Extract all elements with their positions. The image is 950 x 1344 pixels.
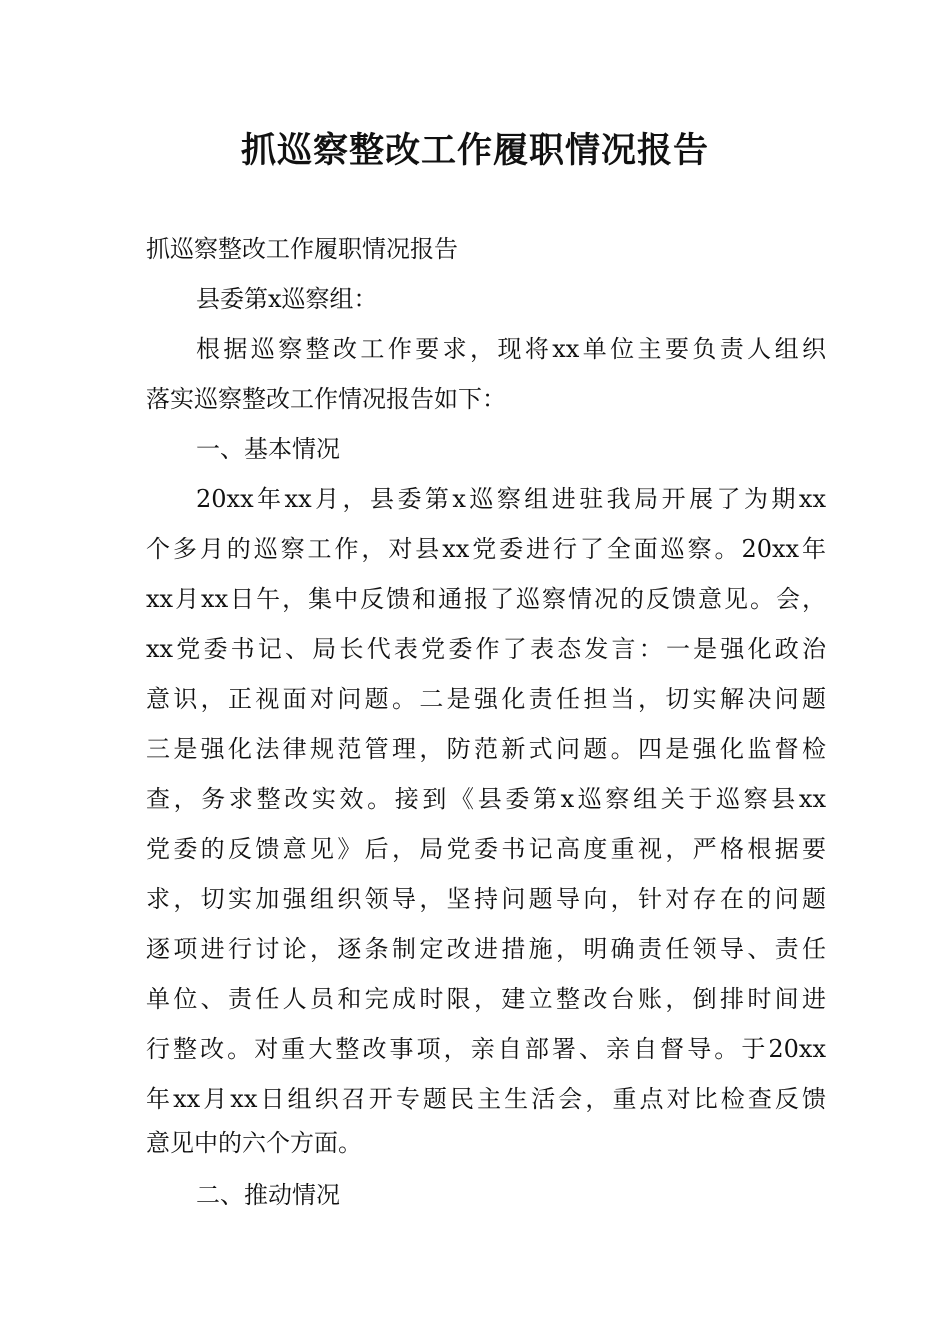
body-line-subtitle: 抓巡察整改工作履职情况报告 <box>146 235 458 263</box>
body-line-addressee: 县委第x巡察组： <box>196 285 378 313</box>
body-line-intro-end: 落实巡察整改工作情况报告如下： <box>146 385 506 413</box>
body-line: 三是强化法律规范管理，防范新式问题。四是强化监督检 <box>146 735 826 763</box>
body-line: 意识，正视面对问题。二是强化责任担当，切实解决问题 <box>146 685 826 713</box>
section-heading-basic: 一、基本情况 <box>196 435 340 463</box>
body-line: 求，切实加强组织领导，坚持问题导向，针对存在的问题 <box>146 885 826 913</box>
body-line: xx月xx日午，集中反馈和通报了巡察情况的反馈意见。会， <box>146 585 826 613</box>
document-title: 抓巡察整改工作履职情况报告 <box>240 131 709 171</box>
body-line: 单位、责任人员和完成时限，建立整改台账，倒排时间进 <box>146 985 826 1013</box>
body-line: xx党委书记、局长代表党委作了表态发言：一是强化政治 <box>146 635 826 663</box>
body-line-paragraph-end: 意见中的六个方面。 <box>146 1129 362 1157</box>
body-line: 查，务求整改实效。接到《县委第x巡察组关于巡察县xx <box>146 785 826 813</box>
body-line: 20xx年xx月，县委第x巡察组进驻我局开展了为期xx <box>196 485 826 513</box>
section-heading-progress: 二、推动情况 <box>196 1181 340 1209</box>
body-line: 个多月的巡察工作，对县xx党委进行了全面巡察。20xx年 <box>146 535 826 563</box>
body-line-intro: 根据巡察整改工作要求，现将xx单位主要负责人组织 <box>196 335 826 363</box>
body-line: 逐项进行讨论，逐条制定改进措施，明确责任领导、责任 <box>146 935 826 963</box>
body-line: 年xx月xx日组织召开专题民主生活会，重点对比检查反馈 <box>146 1085 826 1113</box>
body-line: 党委的反馈意见》后，局党委书记高度重视，严格根据要 <box>146 835 826 863</box>
body-line: 行整改。对重大整改事项，亲自部署、亲自督导。于20xx <box>146 1035 826 1063</box>
